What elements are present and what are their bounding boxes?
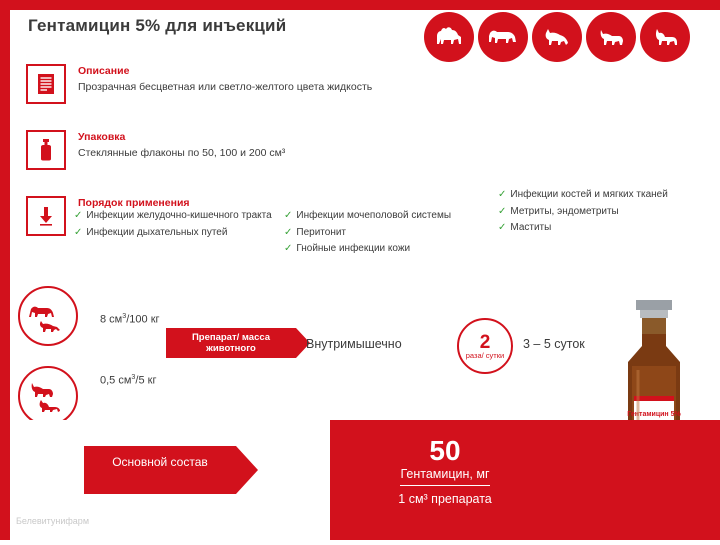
- cow-horse-icon: [18, 286, 78, 346]
- composition-values: [330, 436, 560, 506]
- duration-text: 3 – 5 суток: [523, 337, 585, 351]
- indication-text: Инфекции желудочно-кишечного тракта: [86, 210, 272, 221]
- camel-icon: [424, 12, 474, 62]
- check-icon: ✓: [498, 222, 507, 233]
- document-icon: [26, 64, 66, 104]
- cow-icon: [478, 12, 528, 62]
- composition-arrow: [84, 446, 236, 494]
- route-text: Внутримышечно: [306, 337, 402, 351]
- check-icon: ✓: [498, 189, 507, 200]
- substance-label: Гентамицин, мг: [400, 467, 489, 486]
- bottom-left-red-strip: [0, 420, 10, 540]
- cat-icon: [640, 12, 690, 62]
- animal-icon-row: [424, 12, 690, 62]
- check-icon: ✓: [74, 226, 83, 238]
- small-animal-dose: 0,5 $см^3/5$ кг: [100, 373, 157, 387]
- packaging-heading: Упаковка: [78, 131, 126, 143]
- indication-text: Гнойные инфекции кожи: [296, 243, 411, 254]
- dog-cat-icon: [18, 366, 78, 426]
- description-text: Прозрачная бесцветная или светло-желтого цвета жидкость: [78, 81, 373, 93]
- large-animal-dose: 8 $см^3/100$ кг: [100, 312, 160, 326]
- vial-icon: [26, 130, 66, 170]
- check-icon: ✓: [284, 226, 293, 238]
- arrow-down-icon: [26, 196, 66, 236]
- list-item: [284, 209, 484, 224]
- packaging-text: Стеклянные флаконы по 50, 100 и 200 см³: [78, 147, 286, 159]
- description-heading: Описание: [78, 65, 130, 77]
- check-icon: ✓: [498, 205, 507, 217]
- page-title: Гентамицин 5% для инъекций: [28, 16, 287, 35]
- list-item: [498, 188, 698, 203]
- dosage-icons: [18, 286, 103, 406]
- list-item: [74, 226, 274, 241]
- frequency-badge: [457, 318, 513, 374]
- check-icon: ✓: [284, 210, 293, 221]
- check-icon: ✓: [74, 210, 83, 221]
- indication-text: Метриты, эндометриты: [510, 205, 619, 217]
- block-description: [26, 64, 496, 104]
- indication-text: Инфекции дыхательных путей: [86, 226, 228, 238]
- list-item: [284, 242, 484, 257]
- list-item: [284, 226, 484, 241]
- dog-icon: [586, 12, 636, 62]
- composition-label: Основной состав: [112, 455, 208, 469]
- check-icon: ✓: [284, 243, 293, 254]
- svg-text:Гентамицин 5%: Гентамицин 5%: [627, 411, 681, 418]
- company-logo: Белевитунифарм: [16, 516, 90, 526]
- indication-text: Маститы: [510, 222, 552, 233]
- frequency-sub: раза/ сутки: [465, 350, 505, 360]
- ratio-arrow: [166, 328, 296, 358]
- per-volume-label: 1 см³ препарата: [398, 492, 492, 507]
- list-item: [498, 205, 698, 220]
- top-red-bar: [0, 0, 720, 10]
- ratio-label: Препарат/ масса животного: [191, 332, 271, 355]
- indication-text: Перитонит: [296, 226, 347, 238]
- indication-text: Инфекции мочеполовой системы: [296, 210, 451, 221]
- horse-icon: [532, 12, 582, 62]
- usage-heading: Порядок применения: [78, 197, 190, 209]
- list-item: [498, 221, 698, 236]
- amount-value: 50: [429, 435, 461, 466]
- indication-text: Инфекции костей и мягких тканей: [510, 189, 668, 200]
- block-packaging: [26, 130, 496, 170]
- frequency-number: 2: [479, 331, 491, 353]
- indications-column-3: [498, 188, 698, 238]
- list-item: [74, 209, 274, 224]
- indications-column-1: [74, 209, 274, 242]
- indications-column-2: [284, 209, 484, 259]
